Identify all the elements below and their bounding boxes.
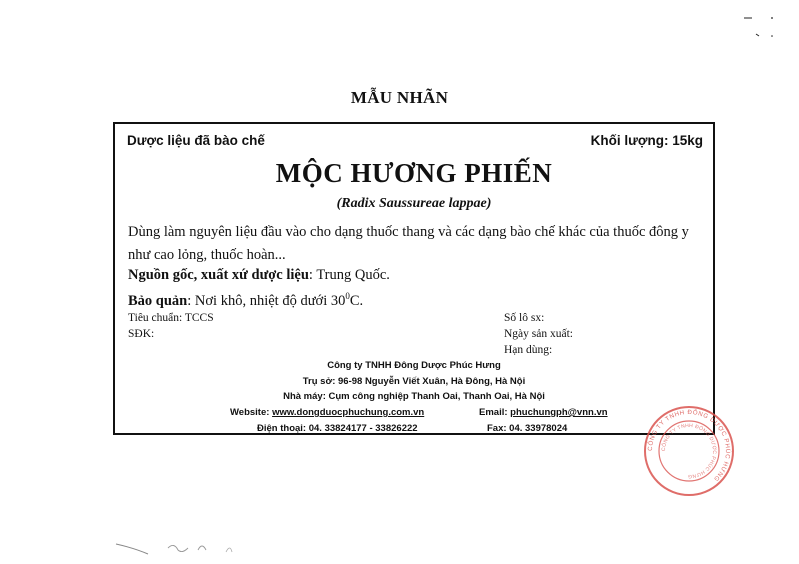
email-link[interactable]: phuchungph@vnn.vn (510, 407, 608, 418)
storage-degree: 0 (345, 291, 350, 301)
lot-number-field: Số lô sx: (504, 312, 545, 324)
origin-value: : Trung Quốc. (308, 267, 390, 283)
origin-line (128, 267, 390, 284)
svg-text:CÔNG TY TNHH ĐÔNG DƯỢC PHÚC HƯ: CÔNG TY TNHH ĐÔNG DƯỢC PHÚC HƯNG (646, 408, 732, 483)
manufacture-date-field: Ngày sản xuất: (504, 328, 573, 340)
expiry-date-field: Hạn dùng: (504, 344, 553, 356)
company-name: Công ty TNHH Đông Dược Phúc Hưng (327, 360, 501, 371)
website-line (230, 407, 424, 418)
company-factory: Nhà máy: Cụm công nghiệp Thanh Oai, Thanh Oai, Hà Nội (283, 391, 545, 402)
email-line (479, 407, 608, 418)
phone-line: Điện thoại: 04. 33824177 - 33826222 (257, 423, 418, 434)
product-category: Dược liệu đã bào chế (127, 133, 265, 148)
fax-line: Fax: 04. 33978024 (487, 423, 568, 434)
storage-unit: C. (349, 292, 364, 309)
corner-marks-icon (740, 12, 780, 40)
standard-field: Tiêu chuẩn: TCCS (128, 312, 214, 324)
product-weight: Khối lượng: 15kg (590, 133, 703, 148)
svg-text:CÔNG TY TNHH ĐÔNG DƯỢC PHÚC HƯ: CÔNG TY TNHH ĐÔNG DƯỢC PHÚC HƯNG (660, 422, 718, 480)
registration-field: SĐK: (128, 328, 155, 340)
storage-label: Bảo quản (128, 292, 188, 309)
website-link[interactable]: www.dongduocphuchung.com.vn (272, 407, 425, 418)
company-seal-icon (643, 405, 735, 497)
product-name: MỘC HƯƠNG PHIẾN (275, 158, 553, 188)
product-label (113, 122, 715, 435)
origin-label: Nguồn gốc, xuất xứ dược liệu (128, 267, 309, 283)
usage-text: Dùng làm nguyên liệu đầu vào cho dạng thuốc thang và các dạng bào chế khác của thuốc đông y như cao lỏng, thuốc hoàn... (128, 224, 689, 263)
storage-line (128, 291, 363, 310)
storage-value: : Nơi khô, nhiệt độ dưới 30 (187, 292, 346, 309)
company-head-office: Trụ sở: 96-98 Nguyễn Viết Xuân, Hà Đông, Hà Nội (302, 376, 526, 387)
email-label: Email: (479, 407, 511, 418)
latin-name: (Radix Saussureae lappae) (336, 196, 492, 211)
bottom-scribble-icon (112, 538, 252, 560)
website-label: Website: (230, 407, 273, 418)
page-title: MẪU NHÃN (350, 88, 449, 107)
